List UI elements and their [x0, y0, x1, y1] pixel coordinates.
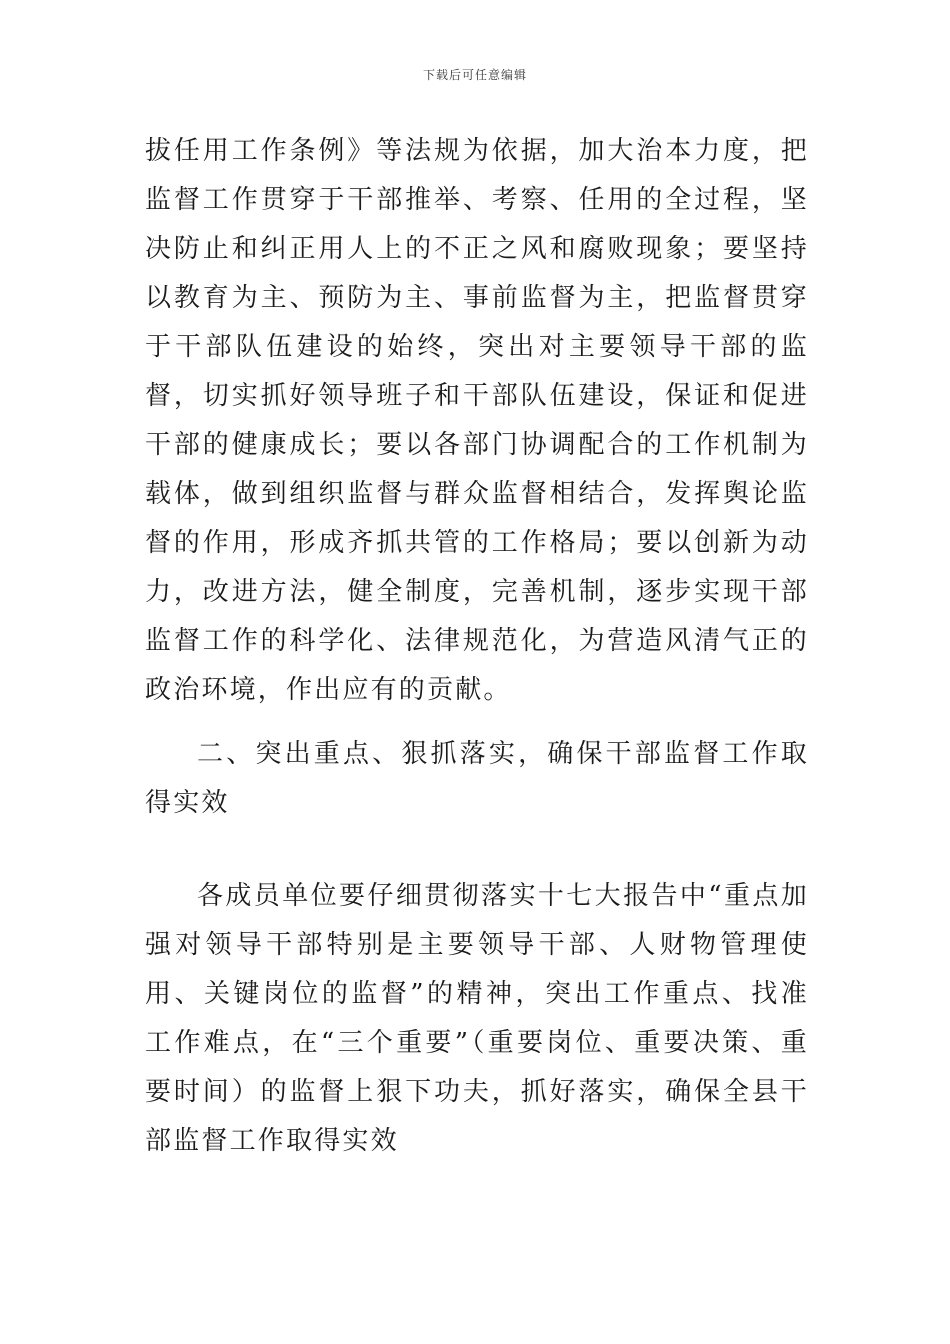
paragraph-1: 拔任用工作条例》等法规为依据，加大治本力度，把监督工作贯穿于干部推举、考察、任用的全过程，坚决防止和纠正用人上的不正之风和腐败现象；要坚持以教育为主、预防为主、事前监督为主，把监督贯穿于干部队伍建设的始终，突出对主要领导干部的监督，切实抓好领导班子和干部队伍建设，保证和促进干部的健康成长；要以各部门协调配合的工作机制为载体，做到组织监督与群众监督相结合，发挥舆论监督的作用，形成齐抓共管的工作格局；要以创新为动力，改进方法，健全制度，完善机制，逐步实现干部监督工作的科学化、法律规范化，为营造风清气正的政治环境，作出应有的贡献。: [145, 136, 809, 705]
paragraph-3: 各成员单位要仔细贯彻落实十七大报告中“重点加强对领导干部特别是主要领导干部、人财物管理使用、关键岗位的监督”的精神，突出工作重点、找准工作难点，在“三个重要”（重要岗位、重要决策、重要时间）的监督上狠下功夫，抓好落实，确保全县干部监督工作取得实效: [145, 881, 809, 1156]
header-note: 下载后可任意编辑: [422, 68, 527, 82]
section-heading-2: 二、突出重点、狠抓落实，确保干部监督工作取得实效: [145, 739, 809, 818]
